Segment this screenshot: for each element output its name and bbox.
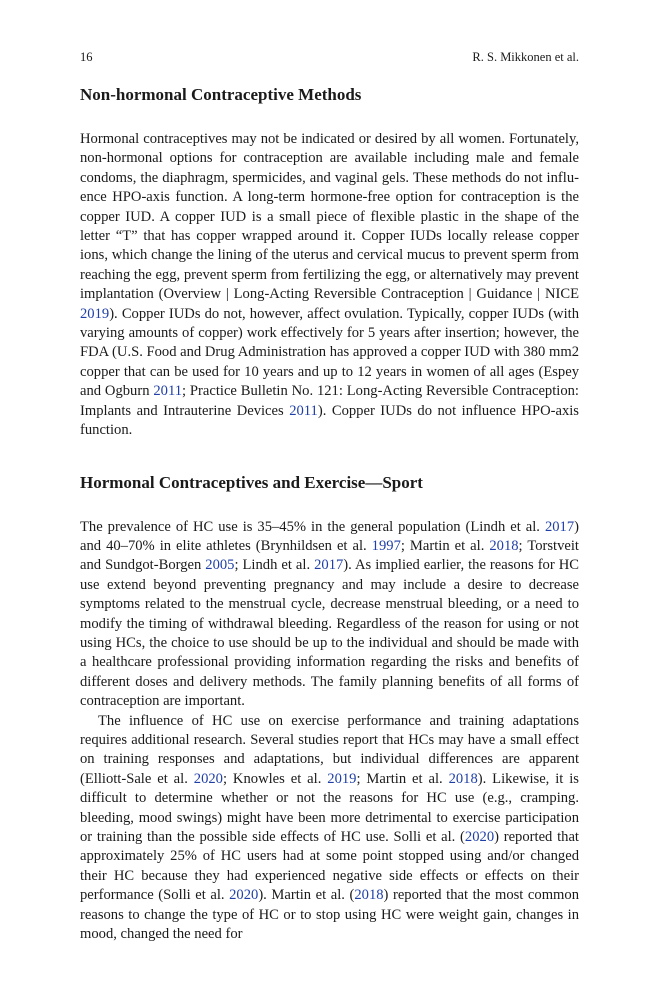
paragraph: The influence of HC use on exercise performance and training adaptations requires additional research. Several studies report that HCs may have a small effect on training responses and adaptations, but individual differences are apparent (Elliott-Sale et al. 2020; Knowles et al. 2019; Martin et al. 2018). Likewise, it is difficult to determine whether or not the reasons for HC use (e.g., cramping. bleeding, mood swings) might have been more detrimental to exercise participation or training than the possible side effects of HC use. Solli et al. (2020) reported that approximately 25% of HC users had at some point stopped using and/or changed their HC because they had experienced negative side effects or effects on their performance (Solli et al. 2020). Martin et al. (2018) reported that the most common reasons to change the type of HC or to stop using HC were weight gain, changes in mood, changed the need for (80, 712, 579, 943)
section-heading-non-hormonal: Non-hormonal Contraceptive Methods (80, 85, 362, 104)
citation-link[interactable]: 2020 (229, 887, 259, 904)
citation-link[interactable]: 2019 (80, 305, 110, 322)
page-body (80, 84, 579, 944)
citation-link[interactable]: 2005 (205, 557, 235, 574)
citation-link[interactable]: 2018 (448, 770, 478, 787)
citation-link[interactable]: 2011 (289, 402, 318, 419)
citation-link[interactable]: 2017 (314, 557, 344, 574)
page-header (80, 50, 579, 70)
citation-link[interactable]: 2011 (153, 383, 183, 400)
citation-link[interactable]: 2017 (544, 518, 575, 535)
citation-link[interactable]: 2019 (327, 770, 357, 787)
section-heading-hc-exercise: Hormonal Contraceptives and Exercise—Sport (80, 472, 423, 492)
running-head: R. S. Mikkonen et al. (472, 50, 579, 64)
citation-link[interactable]: 2018 (354, 887, 384, 904)
citation-link[interactable]: 2020 (464, 829, 495, 845)
page-number: 16 (80, 50, 93, 64)
citation-link[interactable]: 1997 (371, 537, 401, 554)
citation-link[interactable]: 2020 (193, 770, 223, 787)
paragraph: Hormonal contraceptives may not be indicated or desired by all women. Fortunately, non-hormonal options for contraception are available including male and female condoms, the diaphragm, spermicides, and vaginal gels. These methods do not influence HPO-axis function. A long-term hormone-free option for contraception is the copper IUD. A copper IUD is a small piece of flexible plastic in the shape of the letter “T” that has copper wrapped around it. Copper IUDs locally release copper ions, which change the lining of the uterus and cervical mucus to prevent sperm from reaching the egg, prevent sperm from fertilizing the egg, or alternatively may prevent implantation (Overview | Long-Acting Reversible Contraception | Guidance | NICE 2019). Copper IUDs do not, however, affect ovulation. Typically, copper IUDs (with varying amounts of copper) work effectively for 5 years after insertion; however, the FDA (U.S. Food and Drug Administration has approved a copper IUD with 380 mm2 copper that can be used for 10 years and up to 12 years in women of all ages (Espey and Ogburn 2011; Practice Bulletin No. 121: Long-Acting Reversible Contraception: Implants and Intrauterine Devices 2011). Copper IUDs do not influence HPO-axis function. (80, 131, 579, 439)
paragraph: The prevalence of HC use is 35–45% in the general population (Lindh et al. 2017) and 40–70% in elite athletes (Brynhildsen et al. 1997; Martin et al. 2018; Torstveit and Sundgot-Borgen 2005; Lindh et al. 2017). As implied earlier, the reasons for HC use extend beyond preventing pregnancy and may include a desire to decrease symptoms related to the menstrual cycle, decrease menstrual bleeding, or a need to modify the timing of withdrawal bleeding. Regardless of the reason for using or not using HCs, the choice to use should be up to the individual and should be made with a healthcare professional providing information regarding the risks and benefits of different doses and delivery methods. The family planning benefits of all forms of contraception are important. (80, 518, 579, 710)
citation-link[interactable]: 2018 (489, 537, 519, 554)
